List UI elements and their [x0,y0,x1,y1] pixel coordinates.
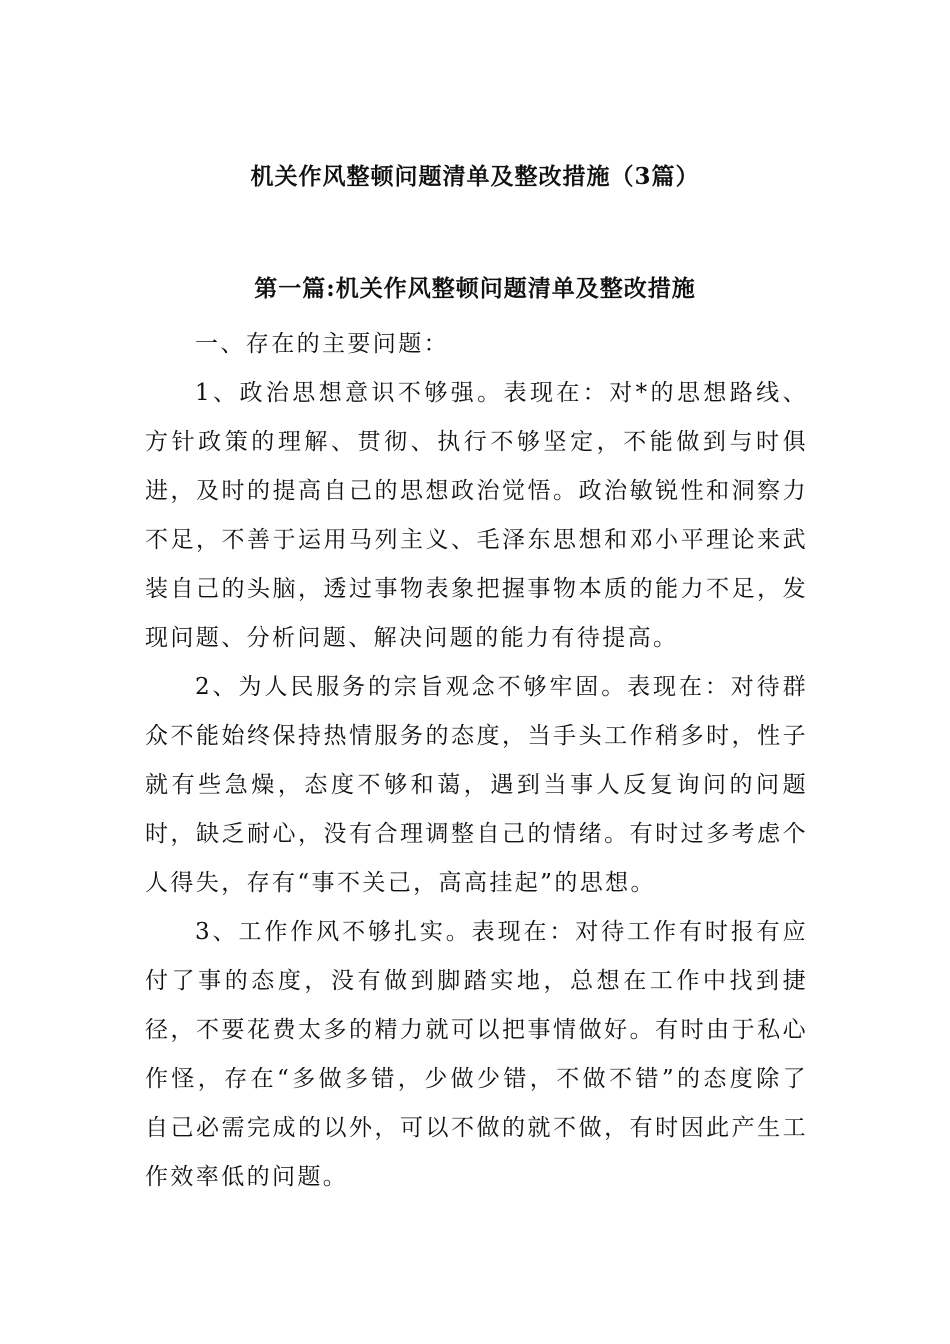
paragraph-service-concept: 2、为人民服务的宗旨观念不够牢固。表现在：对待群众不能始终保持热情服务的态度，当手头工作稍多时，性子就有些急燥，态度不够和蔼，遇到当事人反复询问的问题时，缺乏耐心，没有合理调整自己的情绪。有时过多考虑个人得失，存有“事不关己，高高挂起”的思想。 [145,674,808,896]
section-title: 第一篇:机关作风整顿问题清单及整改措施 [254,275,696,302]
document-title: 机关作风整顿问题清单及整改措施（3篇） [250,163,700,190]
document-body [145,320,808,1202]
paragraph-political-awareness: 1、政治思想意识不够强。表现在：对*的思想路线、方针政策的理解、贯彻、执行不够坚定，不能做到与时俱进，及时的提高自己的思想政治觉悟。政治敏锐性和洞察力不足，不善于运用马列主义、毛泽东思想和邓小平理论来武装自己的头脑，透过事物表象把握事物本质的能力不足，发现问题、分析问题、解决问题的能力有待提高。 [145,380,808,651]
paragraph-work-style: 3、工作作风不够扎实。表现在：对待工作有时报有应付了事的态度，没有做到脚踏实地，总想在工作中找到捷径，不要花费太多的精力就可以把事情做好。有时由于私心作怪，存在“多做多错，少做少错，不做不错”的态度除了自己必需完成的以外，可以不做的就不做，有时因此产生工作效率低的问题。 [145,919,808,1190]
paragraph-heading-problems: 一、存在的主要问题： [195,331,449,357]
